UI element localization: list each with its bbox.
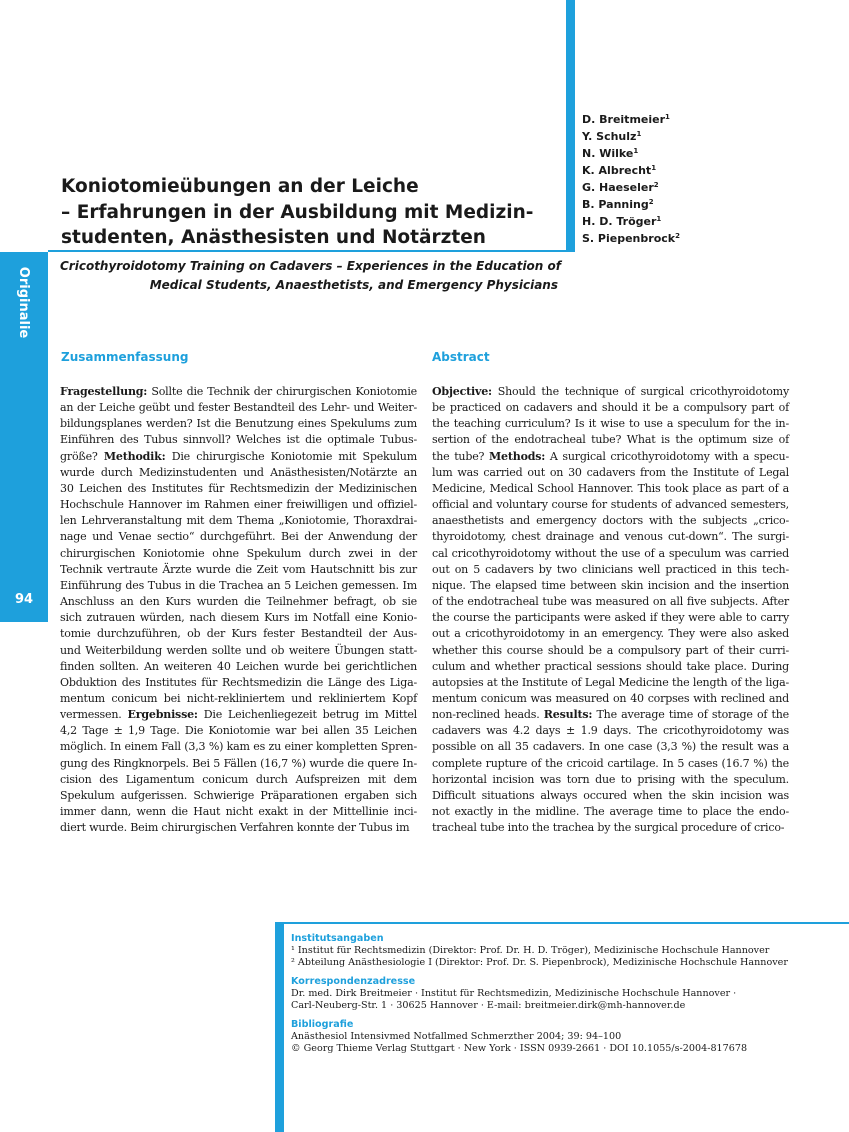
text-line: größe? Methodik: Die chirurgische Koniotomie mit Spekulum xyxy=(60,449,417,463)
author-name: Y. Schulz xyxy=(582,130,637,143)
author-name: B. Panning xyxy=(582,198,649,211)
text-line: vermessen. Ergebnisse: Die Leichenliegezeit betrug im Mittel xyxy=(60,708,418,722)
abstract-text xyxy=(432,384,789,836)
text-line: Einführung des Tubus in die Trachea an 5 Leichen gemessen. Im xyxy=(60,578,417,592)
text-line: 30 Leichen des Institutes für Rechtsmedizin der Medizinischen xyxy=(60,481,417,495)
section-keyword: Ergebnisse: xyxy=(127,708,198,722)
text-line: autopsies at the Institute of Legal Medicine the length of the liga- xyxy=(432,675,789,689)
author xyxy=(582,196,680,213)
text-line: Anschluss an den Kurs wurden die Teilnehmer befragt, ob sie xyxy=(60,595,417,609)
text-line: whether this course should be a compulsory part of their curri- xyxy=(432,643,789,657)
text-line: the tube? Methods: A surgical cricothyroidotomy with a specu- xyxy=(432,449,789,463)
text-line: finden sollten. An weiteren 40 Leichen wurde bei gerichtlichen xyxy=(60,659,417,673)
section-keyword: Fragestellung: xyxy=(60,385,148,398)
text-line: Hochschule Hannover im Rahmen einer freiwilligen und offiziel- xyxy=(60,498,417,512)
text-line: the teaching curriculum? Is it wise to use a speculum for the in- xyxy=(432,417,789,431)
text-line: len Lehrveranstaltung mit dem Thema „Koniotomie, Thoraxdrai- xyxy=(60,514,417,528)
author xyxy=(582,128,680,145)
text-line: Obduktion des Institutes für Rechtsmedizin die Länge des Liga- xyxy=(60,675,417,689)
text-line: of the endotracheal tube was measured on all five subjects. After xyxy=(432,595,789,609)
text-line: tomie durchzuführen, ob der Kurs fester Bestandteil der Aus- xyxy=(60,627,417,641)
author xyxy=(582,162,680,179)
author xyxy=(582,179,680,196)
text-line: Technik vertraute Ärzte wurde die Zeit vom Hautschnitt bis zur xyxy=(60,562,417,576)
text-line: cal cricothyroidotomy without the use of a speculum was carried xyxy=(432,546,789,560)
text-line: Fragestellung: Sollte die Technik der chirurgischen Koniotomie xyxy=(60,385,417,398)
article-title xyxy=(61,174,561,251)
title-line: Koniotomieübungen an der Leiche xyxy=(61,176,419,197)
text-line: Objective: Should the technique of surgical cricothyroidotomy xyxy=(432,385,789,398)
text-line: official and voluntary course for students of advanced semesters, xyxy=(432,498,789,512)
bibliografie-line: Anästhesiol Intensivmed Notfallmed Schmerzther 2004; 39: 94–100 xyxy=(291,1031,622,1042)
text-line: non-reclined heads. Results: The average time of storage of the xyxy=(432,708,790,722)
author-name: D. Breitmeier xyxy=(582,113,666,126)
info-box xyxy=(291,933,846,1062)
institut-line: ² Abteilung Anästhesiologie I (Direktor: Prof. Dr. S. Piepenbrock), Medizinische Hochschule Hannover xyxy=(291,957,788,968)
text-line: out on 5 cadavers by two clinicians well practiced in this tech- xyxy=(432,562,789,576)
text-line: lum was carried out on 30 cadavers from the Institute of Legal xyxy=(432,465,789,479)
text-line: not exactly in the midline. The average time to place the endo- xyxy=(432,805,789,819)
korrespondenz-line: Dr. med. Dirk Breitmeier · Institut für Rechtsmedizin, Medizinische Hochschule Hannover · xyxy=(291,988,737,999)
section-keyword: Methods: xyxy=(488,449,546,463)
affiliation-mark: 1 xyxy=(656,215,662,223)
text-line: möglich. In einem Fall (3,3 %) kam es zu einer kompletten Spren- xyxy=(60,740,417,754)
text-line: Spekulum aufgerissen. Schwierige Präparationen ergaben sich xyxy=(60,788,417,802)
author-name: N. Wilke xyxy=(582,147,634,160)
korrespondenz-heading: Korrespondenzadresse xyxy=(291,976,416,987)
text-line: gung des Ringknorpels. Bei 5 Fällen (16,7 %) wurde die quere In- xyxy=(60,756,417,770)
author-name: S. Piepenbrock xyxy=(582,232,676,245)
text-line: horizontal incision was torn due to prising with the speculum. xyxy=(432,772,789,786)
page-number: 94 xyxy=(14,592,34,607)
text-line: Einführen des Tubus sinnvoll? Welches ist die optimale Tubus- xyxy=(60,433,417,447)
text-line: nage und Venae sectio“ durchgeführt. Bei der Anwendung der xyxy=(60,530,417,544)
accent-bar-top xyxy=(566,0,575,252)
zusammenfassung-text xyxy=(60,384,417,836)
section-label: Originalie xyxy=(16,266,32,338)
text-line: Difficult situations always occured when the skin incision was xyxy=(432,788,789,802)
institut-heading: Institutsangaben xyxy=(291,933,384,944)
author-name: G. Haeseler xyxy=(582,181,654,194)
text-line: an der Leiche geübt und fester Bestandteil des Lehr- und Weiter- xyxy=(60,401,417,415)
text-line: sertion of the endotracheal tube? What is the optimum size of xyxy=(432,433,789,447)
author-list xyxy=(582,111,680,247)
institut-line: ¹ Institut für Rechtsmedizin (Direktor: Prof. Dr. H. D. Tröger), Medizinische Hochschule Hannover xyxy=(291,945,770,956)
section-keyword: Results: xyxy=(543,708,593,722)
text-line: wurde durch Medizinstudenten und Anästhesisten/Notärzte an xyxy=(60,465,417,479)
text-line: cadavers was 4.2 days ± 1.9 days. The cricothyroidotomy was xyxy=(432,724,789,738)
text-line: culum and whether practical sessions should take place. During xyxy=(432,659,789,673)
text-line: complete rupture of the cricoid cartilage. In 5 cases (16.7 %) the xyxy=(432,756,789,770)
affiliation-mark: 2 xyxy=(675,232,680,240)
affiliation-mark: 1 xyxy=(636,130,642,138)
affiliation-mark: 1 xyxy=(665,113,670,121)
text-line: anaesthetists and emergency doctors with the subjects „crico- xyxy=(432,514,789,528)
author xyxy=(582,230,680,247)
affiliation-mark: 1 xyxy=(633,147,639,155)
text-line: chirurgischen Koniotomie ohne Spekulum durch zwei in der xyxy=(60,546,417,560)
text-line: tracheal tube into the trachea by the surgical procedure of crico- xyxy=(432,821,785,835)
text-line: mentum conicum was measured on 40 corpses with reclined and xyxy=(432,691,789,705)
section-keyword: Methodik: xyxy=(103,449,166,463)
author-name: K. Albrecht xyxy=(582,164,652,177)
text-line: 4,2 Tage ± 1,9 Tage. Die Koniotomie war bei allen 35 Leichen xyxy=(60,724,417,738)
affiliation-mark: 2 xyxy=(648,198,654,206)
zusammenfassung-heading: Zusammenfassung xyxy=(61,350,189,364)
text-line: sich zutrauen würden, nach diesem Kurs im Notfall eine Konio- xyxy=(60,611,417,625)
text-line: mentum conicum bei nicht-rekliniertem und rekliniertem Kopf xyxy=(60,691,417,705)
text-line: immer dann, wenn die Haut nicht exakt in der Mittellinie inci- xyxy=(60,805,417,819)
author xyxy=(582,213,680,230)
affiliation-mark: 1 xyxy=(651,164,657,172)
text-line: the course the participants were asked if they were able to carry xyxy=(432,611,789,625)
text-line: out a cricothyroidotomy in an emergency. They were also asked xyxy=(432,627,789,641)
subtitle-line: Medical Students, Anaesthetists, and Emergency Physicians xyxy=(149,278,558,292)
text-line: Medicine, Medical School Hannover. This took place as part of a xyxy=(432,481,789,495)
author xyxy=(582,111,680,128)
text-line: diert wurde. Beim chirurgischen Verfahren konnte der Tubus im xyxy=(60,821,410,835)
accent-bar-bottom xyxy=(275,924,284,1132)
author-name: H. D. Tröger xyxy=(582,215,657,228)
abstract-heading: Abstract xyxy=(432,350,490,364)
info-rule xyxy=(275,922,849,924)
text-line: und Weiterbildung werden sollte und ob weitere Übungen statt- xyxy=(60,643,417,657)
text-line: possible on all 35 cadavers. In one case (3,3 %) the result was a xyxy=(432,740,789,754)
english-title xyxy=(60,257,561,295)
text-line: bildungsplanes werden? Ist die Benutzung eines Spekulums zum xyxy=(60,417,417,431)
title-line: – Erfahrungen in der Ausbildung mit Medizin- xyxy=(61,201,534,223)
subtitle-line: Cricothyroidotomy Training on Cadavers – Experiences in the Education of xyxy=(60,259,561,273)
text-line: cision des Ligamentum conicum durch Aufspreizen mit dem xyxy=(60,772,417,786)
title-line: studenten, Anästhesisten und Notärzten xyxy=(61,227,486,248)
bibliografie-line: © Georg Thieme Verlag Stuttgart · New York · ISSN 0939-2661 · DOI 10.1055/s-2004-817678 xyxy=(291,1043,748,1054)
author xyxy=(582,145,680,162)
korrespondenz-line: Carl-Neuberg-Str. 1 · 30625 Hannover · E-mail: breitmeier.dirk@mh-hannover.de xyxy=(291,1000,686,1011)
section-keyword: Objective: xyxy=(432,385,492,398)
bibliografie-heading: Bibliografie xyxy=(291,1019,354,1030)
text-line: nique. The elapsed time between skin incision and the insertion xyxy=(432,578,789,592)
text-line: be practiced on cadavers and should it be a compulsory part of xyxy=(432,401,789,415)
text-line: thyroidotomy, chest drainage and venous cut-down“. The surgi- xyxy=(432,530,789,544)
affiliation-mark: 2 xyxy=(653,181,659,189)
